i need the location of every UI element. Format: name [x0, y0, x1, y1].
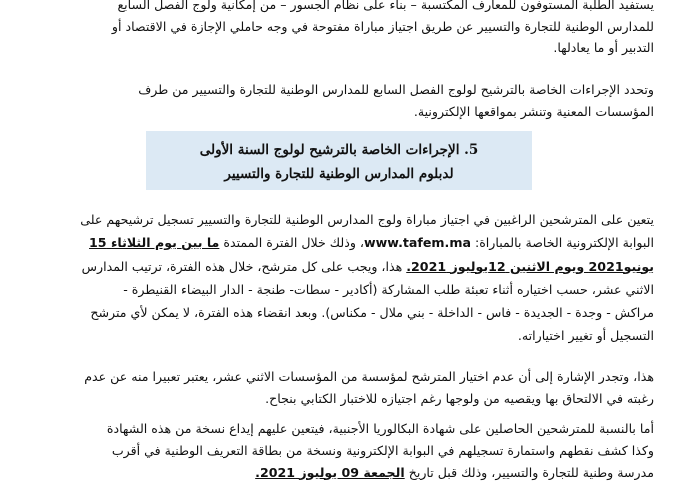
text-line: التدبير أو ما يعادلها. [553, 40, 654, 55]
foreign-bac-paragraph [64, 418, 654, 483]
text-line: التسجيل أو تغيير اختياراته. [517, 328, 654, 344]
registration-end-date: يونيو2021 ويوم الاثنين 12يوليوز 2021. [406, 258, 654, 274]
text-line [64, 231, 654, 254]
text-line: الاثني عشر، حسب اختياره أثناء تعبئة طلب المشاركة (أكادير - سطات- طنجة - الدار البيضاء القنيطرة - [123, 281, 654, 297]
text-line: وتحدد الإجراءات الخاصة بالترشيح لولوج الفصل السابع للمدارس الوطنية للتجارة والتسيير من طرف [138, 82, 654, 97]
text-line [64, 462, 654, 484]
text-line: المؤسسات المعنية وتنشر بمواقعها الإلكترونية. [413, 103, 654, 119]
text-segment: البوابة الإلكترونية الخاصة بالمباراة: [470, 235, 654, 251]
text-line: هذا، وتجدر الإشارة إلى أن عدم اختيار المترشح لمؤسسة من المؤسسات الاثني عشر، يعتبر تعبيرا منه عن عدم [84, 369, 654, 384]
text-line: يستفيد الطلبة المستوفون للمعارف المكتسبة – بناء على نظام الجسور – من إمكانية ولوج الفصل السابع [117, 0, 654, 12]
text-line: مراكش - وجدة - الجديدة - فاس - الداخلة - بني ملال - مكناس). وبعد انقضاء هذه الفترة، لا يمكن لأي مترشح [90, 305, 654, 321]
section-heading [146, 131, 532, 190]
section-heading-line-2: لدبلوم المدارس الوطنية للتجارة والتسيير [224, 166, 454, 182]
registration-start-date: ما بين يوم الثلاثاء 15 [89, 235, 220, 251]
text-line: للمدارس الوطنية للتجارة والتسيير عن طريق اجتياز مباراة مفتوحة في وجه حاملي الإجازة في الاقتصاد أو [111, 18, 654, 34]
procedures-paragraph [64, 79, 654, 122]
text-line: رغبته في الالتحاق بها ويقصيه من ولوجها رغم اجتيازه للاختبار الكتابي بنجاح. [265, 390, 654, 406]
website-link[interactable]: www.tafem.ma [364, 235, 471, 251]
intro-paragraph [64, 0, 654, 59]
text-line [64, 255, 654, 278]
text-segment: مدرسة وطنية للتجارة والتسيير، وذلك قبل تاريخ [404, 464, 654, 480]
section-heading-line-1: 5. الإجراءات الخاصة بالترشيح لولوج السنة الأولى [199, 142, 479, 158]
text-segment: هذا، ويجب على كل مترشح، خلال هذه الفترة، ترتيب المدارس [81, 258, 407, 274]
text-line: وكذا كشف نقطهم واستمارة تسجيلهم في البوابة الإلكترونية ونسخة من بطاقة التعريف الوطنية في أقرب [111, 442, 654, 458]
deposit-deadline-date: الجمعة 09 يوليوز 2021. [255, 464, 405, 480]
text-line: أما بالنسبة للمترشحين الحاصلين على شهادة البكالوريا الأجنبية، فيتعين عليهم إيداع نسخة من هذه الشهادة [106, 421, 654, 436]
note-paragraph [64, 366, 654, 409]
text-line: يتعين على المترشحين الراغبين في اجتياز مباراة ولوج المدارس الوطنية للتجارة والتسيير تسجيل ترشيحهم على [80, 212, 654, 227]
text-segment: ، وذلك خلال الفترة الممتدة [219, 235, 364, 251]
registration-paragraph [64, 208, 654, 348]
